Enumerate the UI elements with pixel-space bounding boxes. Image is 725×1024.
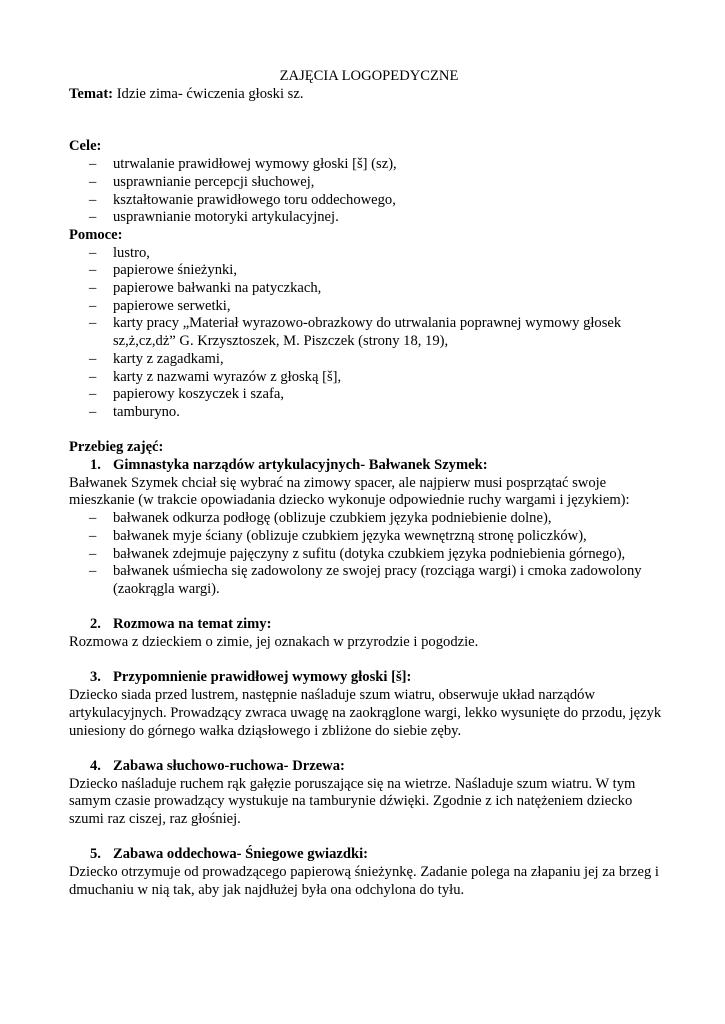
step-text: Dziecko otrzymuje od prowadzącego papierową śnieżynkę. Zadanie polega na złapaniu jej za brzeg i dmuchaniu w nią tak, aby jak najdłużej była ona odchylona do tyłu. [69, 864, 659, 898]
step-number: 3. [90, 669, 101, 686]
goals-heading: Cele: [69, 138, 102, 155]
step-list-item: – bałwanek uśmiecha się zadowolony ze swojej pracy (rozciąga wargi) i cmoka zadowolony (zaokrągla wargi). [89, 563, 642, 597]
dash-bullet: – [89, 545, 97, 562]
materials-heading: Pomoce: [69, 226, 123, 243]
dash-bullet: – [89, 510, 97, 527]
step-list-item: – bałwanek myje ściany (oblizuje czubkiem języka wewnętrzną stronę policzków), [89, 527, 587, 544]
step-number: 1. [90, 457, 101, 474]
step-heading [69, 669, 669, 687]
step-number: 4. [90, 757, 101, 774]
materials-list-item: – lustro, [89, 244, 150, 261]
document-title: ZAJĘCIA LOGOPEDYCZNE [279, 68, 459, 84]
dash-bullet: – [89, 386, 97, 403]
document-page [69, 68, 669, 900]
materials-list-item: – karty z nazwami wyrazów z głoską [š], [89, 368, 342, 385]
dash-bullet: – [89, 350, 97, 367]
step-title: Rozmowa na temat zimy: [113, 616, 272, 633]
materials-list-item: – papierowy koszyczek i szafa, [89, 386, 284, 403]
step-text: Bałwanek Szymek chciał się wybrać na zimowy spacer, ale najpierw musi posprzątać swoje mieszkanie (w trakcie opowiadania dziecko wykonuje odpowiednie ruchy wargami i językiem): [69, 474, 630, 509]
dash-bullet: – [89, 244, 97, 261]
step-title: Przypomnienie prawidłowej wymowy głoski [š]: [113, 669, 412, 686]
step-number: 5. [90, 846, 101, 863]
goals-list-item: – kształtowanie prawidłowego toru oddechowego, [89, 191, 396, 208]
dash-bullet: – [89, 191, 97, 208]
goals-list-item: – utrwalanie prawidłowej wymowy głoski [š] (sz), [89, 156, 397, 173]
materials-list-item: – karty pracy „Materiał wyrazowo-obrazkowy do utrwalania poprawnej wymowy głosek sz,ż,cz,dż” G. Krzysztoszek, M. Piszczek (strony 18, 19), [89, 315, 622, 350]
materials-list-item: – papierowe serwetki, [89, 297, 231, 314]
topic-label: Temat: [69, 85, 114, 102]
step-list-item: – bałwanek zdejmuje pajęczyny z sufitu (dotyka czubkiem języka podniebienia górnego), [89, 545, 626, 562]
topic-line [69, 86, 669, 104]
dash-bullet: – [89, 262, 97, 279]
materials-list [69, 245, 669, 422]
procedure-heading: Przebieg zajęć: [69, 439, 164, 456]
materials-list-item: – papierowe śnieżynki, [89, 262, 238, 279]
materials-list-item: – papierowe bałwanki na patyczkach, [89, 280, 322, 297]
step-list [69, 510, 669, 599]
materials-list-item: – karty z zagadkami, [89, 350, 224, 367]
topic-text: Idzie zima- ćwiczenia głoski sz. [113, 85, 304, 102]
step-text: Dziecko siada przed lustrem, następnie naśladuje szum wiatru, obserwuje układ narządów artykulacyjnych. Prowadzący zwraca uwagę na zaokrąglone wargi, lekko wysunięte do przodu, język uniesiony do górnego wałka dziąsłowego i zbliżone do siebie zęby. [69, 687, 662, 739]
step-heading [69, 616, 669, 634]
materials-list-item: – tamburyno. [89, 403, 180, 420]
dash-bullet: – [89, 527, 97, 544]
dash-bullet: – [89, 297, 97, 314]
dash-bullet: – [89, 403, 97, 420]
step-heading [69, 758, 669, 776]
step-title: Zabawa oddechowa- Śniegowe gwiazdki: [113, 846, 369, 863]
step-text: Rozmowa z dzieckiem o zimie, jej oznakach w przyrodzie i pogodzie. [69, 634, 479, 651]
dash-bullet: – [89, 315, 97, 332]
dash-bullet: – [89, 173, 97, 190]
step-heading [69, 846, 669, 864]
goals-list-item: – usprawnianie percepcji słuchowej, [89, 173, 315, 190]
step-list-item: – bałwanek odkurza podłogę (oblizuje czubkiem języka podniebienie dolne), [89, 510, 552, 527]
goals-list [69, 156, 669, 227]
goals-list-item: – usprawnianie motoryki artykulacyjnej. [89, 209, 339, 226]
step-title: Gimnastyka narządów artykulacyjnych- Bałwanek Szymek: [113, 457, 488, 474]
step-text: Dziecko naśladuje ruchem rąk gałęzie poruszające się na wietrze. Naśladuje szum wiatru. W tym samym czasie prowadzący wystukuje na tamburynie dźwięki. Zgodnie z ich natężeniem dziecko szumi raz ciszej, raz głośniej. [69, 775, 636, 828]
dash-bullet: – [89, 280, 97, 297]
step-heading [69, 457, 669, 475]
dash-bullet: – [89, 563, 97, 580]
dash-bullet: – [89, 368, 97, 385]
step-title: Zabawa słuchowo-ruchowa- Drzewa: [113, 757, 345, 774]
dash-bullet: – [89, 156, 97, 173]
dash-bullet: – [89, 209, 97, 226]
step-number: 2. [90, 616, 101, 633]
